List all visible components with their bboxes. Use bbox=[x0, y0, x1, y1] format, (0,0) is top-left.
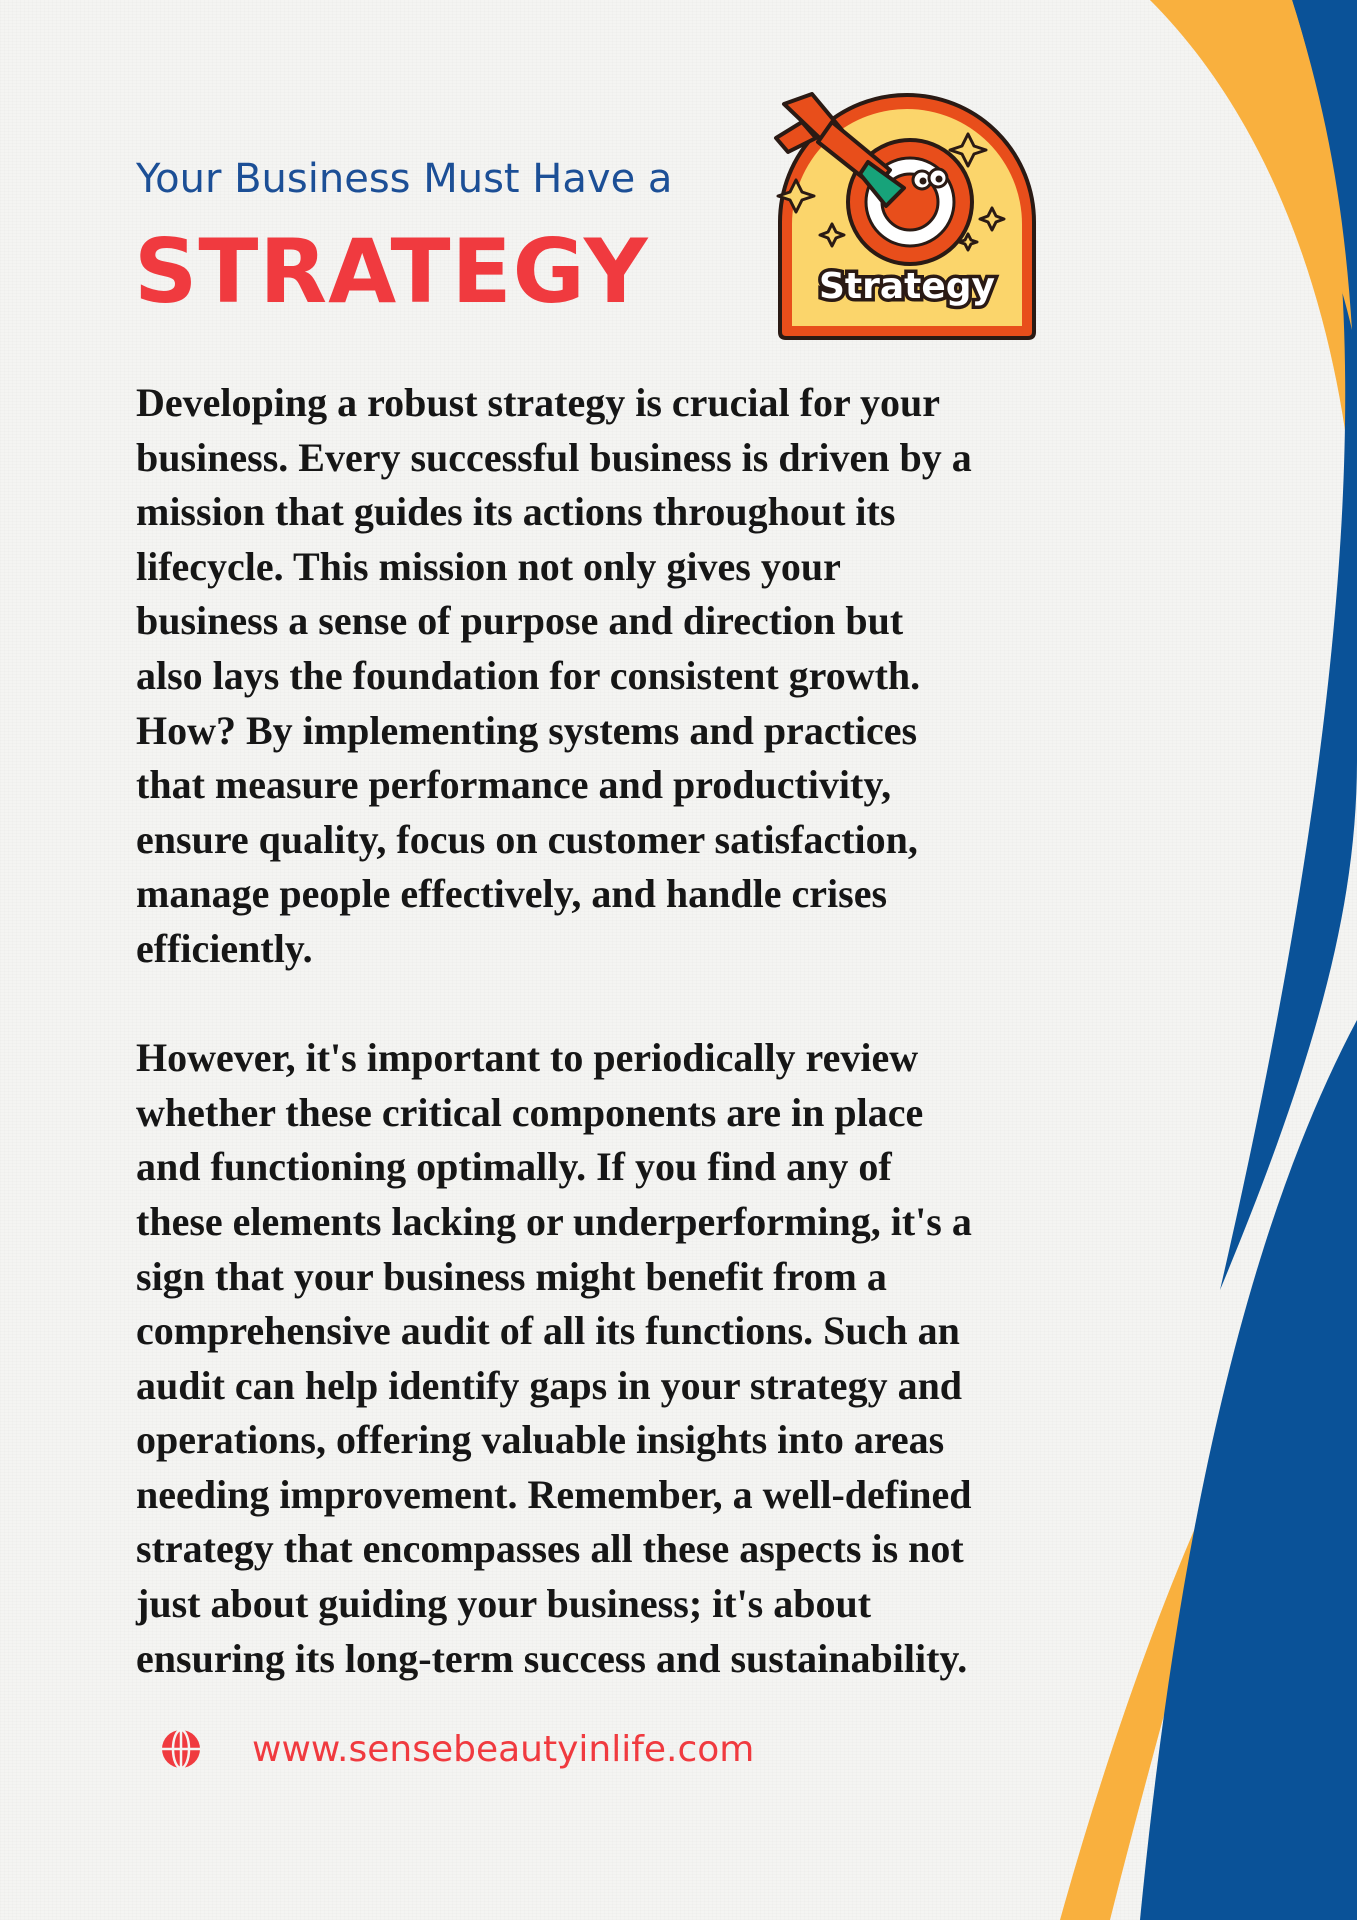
subtitle: Your Business Must Have a bbox=[136, 156, 673, 202]
text-line: efficiently. bbox=[136, 925, 313, 971]
text-line: comprehensive audit of all its functions. Such an bbox=[136, 1308, 960, 1354]
orange-wave-top bbox=[1150, 0, 1357, 560]
text-line: business a sense of purpose and direction but bbox=[136, 598, 904, 644]
blue-wave-top bbox=[1220, 0, 1357, 1290]
text-line: However, it's important to periodically review bbox=[136, 1035, 919, 1081]
page-title: STRATEGY bbox=[134, 220, 649, 323]
footer bbox=[160, 1724, 754, 1774]
text-line: How? By implementing systems and practices bbox=[136, 707, 918, 753]
text-line: sign that your business might benefit from a bbox=[136, 1253, 887, 1299]
text-line: strategy that encompasses all these aspects is not bbox=[136, 1526, 964, 1572]
body-text bbox=[136, 376, 1136, 1686]
text-line: just about guiding your business; it's about bbox=[136, 1581, 872, 1627]
text-line: whether these critical components are in place bbox=[136, 1089, 924, 1135]
text-line: manage people effectively, and handle crises bbox=[136, 871, 888, 917]
text-line: and functioning optimally. If you find any of bbox=[136, 1144, 892, 1190]
badge-label: Strategy bbox=[818, 266, 996, 307]
text-line: that measure performance and productivity, bbox=[136, 762, 892, 808]
text-line: lifecycle. This mission not only gives your bbox=[136, 543, 841, 589]
orange-wave-accent bbox=[1150, 0, 1352, 330]
text-line: mission that guides its actions throughout its bbox=[136, 489, 896, 535]
website-link[interactable]: www.sensebeautyinlife.com bbox=[252, 1728, 755, 1770]
text-line: ensure quality, focus on customer satisfaction, bbox=[136, 816, 918, 862]
strategy-badge bbox=[772, 92, 1042, 342]
text-line: audit can help identify gaps in your strategy and bbox=[136, 1362, 963, 1408]
paragraph-2 bbox=[136, 1031, 1136, 1686]
text-line: Developing a robust strategy is crucial for your bbox=[136, 380, 941, 425]
text-line: also lays the foundation for consistent growth. bbox=[136, 652, 921, 698]
text-line: ensuring its long-term success and sustainability. bbox=[136, 1635, 968, 1681]
text-line: operations, offering valuable insights into areas bbox=[136, 1417, 945, 1463]
blue-wave-bottom bbox=[1140, 1020, 1357, 1920]
text-line: needing improvement. Remember, a well-defined bbox=[136, 1471, 972, 1517]
text-line: business. Every successful business is driven by a bbox=[136, 434, 972, 480]
globe-icon bbox=[160, 1728, 202, 1770]
text-line: these elements lacking or underperforming, it's a bbox=[136, 1198, 972, 1244]
paragraph-1 bbox=[136, 376, 1136, 977]
